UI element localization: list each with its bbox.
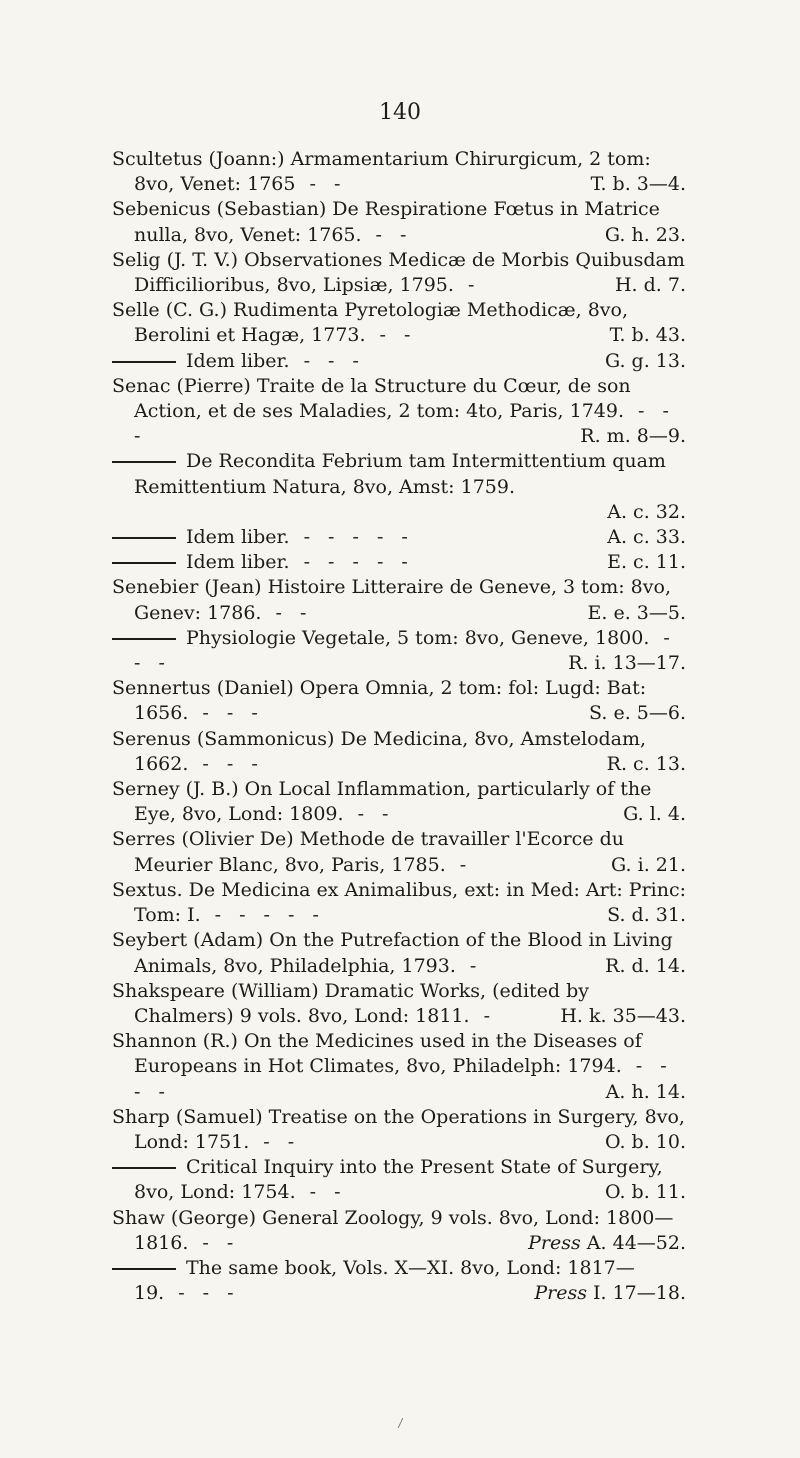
entry-leaders: -	[483, 1004, 496, 1027]
catalogue-entry	[112, 626, 686, 676]
shelf-location: R. c. 13.	[606, 752, 686, 775]
ditto-dash	[112, 361, 176, 363]
entry-leaders: - - -	[134, 626, 676, 675]
shelf-location: S. e. 5—6.	[589, 702, 686, 725]
catalogue-entry	[112, 575, 686, 625]
shelf-location: A. h. 14.	[605, 1080, 686, 1103]
ditto-dash	[112, 638, 176, 640]
entry-leaders: - - -	[202, 702, 264, 725]
shelf-location: G. h. 23.	[604, 223, 686, 246]
catalogue-entry	[112, 525, 686, 550]
shelf-location: G. i. 21.	[611, 853, 686, 876]
catalogue-entry	[112, 878, 686, 928]
catalogue-entry	[112, 197, 686, 247]
shelf-location: O. b. 10.	[604, 1130, 686, 1153]
entry-leaders: - - - -	[134, 1055, 673, 1103]
entry-title: De Recondita Febrium tam Intermittentium quam Remittentium Natura, 8vo, Amst: 1759.	[134, 450, 666, 498]
entry-leaders: - - - - -	[214, 904, 325, 927]
entry-title: Sennertus (Daniel) Opera Omnia, 2 tom: fol: Lugd: Bat: 1656.	[112, 677, 647, 725]
shelf-location: H. k. 35—43.	[560, 1004, 686, 1027]
shelf-location: G. g. 13.	[604, 349, 686, 372]
catalogue-entry	[112, 928, 686, 978]
entry-title: Seybert (Adam) On the Putrefaction of the Blood in Living Animals, 8vo, Philadelphia, 1793.	[112, 929, 673, 977]
catalogue-entry	[112, 147, 686, 197]
catalogue-entry	[112, 449, 686, 525]
shelf-location: S. d. 31.	[607, 904, 686, 927]
shelf-location: T. b. 43.	[609, 324, 686, 347]
entry-title: Sextus. De Medicina ex Animalibus, ext: in Med: Art: Princ: Tom: I.	[112, 878, 687, 927]
shelf-location: R. m. 8—9.	[580, 425, 686, 448]
entry-leaders: - - - - -	[303, 526, 414, 549]
shelf-location: E. e. 3—5.	[587, 601, 686, 624]
catalogue-entry	[112, 676, 686, 726]
entry-title: Idem liber.	[186, 551, 290, 574]
catalogue-entry	[112, 979, 686, 1029]
entry-leaders: - -	[379, 324, 417, 347]
shelf-location: R. d. 14.	[605, 954, 686, 977]
entry-leaders: - -	[309, 173, 347, 196]
catalogue-entry	[112, 827, 686, 877]
entry-leaders: - - -	[303, 349, 365, 372]
entry-leaders: - -	[202, 1231, 240, 1254]
catalogue-entry	[112, 374, 686, 450]
entry-title: Shannon (R.) On the Medicines used in the Diseases of Europeans in Hot Climates, 8vo, Philadelph: 1794.	[112, 1030, 642, 1078]
catalogue-entry	[112, 550, 686, 575]
entry-title: Senac (Pierre) Traite de la Structure du Cœur, de son Action, et de ses Maladies, 2 tom: 4to, Paris, 1749.	[112, 374, 631, 423]
catalogue-entry	[112, 1206, 686, 1256]
entry-title: Scultetus (Joann:) Armamentarium Chirurgicum, 2 tom: 8vo, Venet: 1765	[112, 148, 651, 196]
shelf-location: A. c. 33.	[607, 526, 686, 549]
entry-title: Selig (J. T. V.) Observationes Medicæ de Morbis Quibusdam Difficilioribus, 8vo, Lipsiæ, 1795.	[112, 248, 685, 297]
entry-title: Serenus (Sammonicus) De Medicina, 8vo, Amstelodam, 1662.	[112, 727, 647, 775]
entry-leaders: - -	[263, 1130, 301, 1153]
entry-title: Serney (J. B.) On Local Inflammation, particularly of the Eye, 8vo, Lond: 1809.	[112, 778, 652, 826]
entry-title: Shaw (George) General Zoology, 9 vols. 8vo, Lond: 1800—1816.	[112, 1206, 674, 1254]
entry-title: Sharp (Samuel) Treatise on the Operations in Surgery, 8vo, Lond: 1751.	[112, 1105, 685, 1153]
entry-title: Idem liber.	[186, 526, 290, 549]
entry-leaders: -	[469, 954, 483, 977]
entry-title: Physiologie Vegetale, 5 tom: 8vo, Geneve, 1800.	[186, 626, 650, 649]
ditto-dash	[112, 537, 176, 539]
catalogue-entry	[112, 777, 686, 827]
page-mark	[398, 1418, 412, 1428]
entry-title: Sebenicus (Sebastian) De Respiratione Fœtus in Matrice nulla, 8vo, Venet: 1765.	[112, 198, 660, 246]
catalogue-entry	[112, 298, 686, 348]
entry-leaders: - - -	[178, 1282, 240, 1305]
shelf-location: H. d. 7.	[614, 274, 686, 297]
shelf-location: A. c. 32.	[607, 500, 686, 523]
catalogue-entry	[112, 1256, 686, 1306]
page-number: 140	[379, 100, 421, 125]
entry-leaders: - -	[275, 601, 313, 624]
catalogue-entry	[112, 1029, 686, 1105]
catalogue-entries	[0, 147, 800, 1306]
shelf-location: T. b. 3—4.	[590, 173, 686, 196]
shelf-location: Press A. 44—52.	[528, 1231, 686, 1254]
catalogue-entry	[112, 1105, 686, 1155]
shelf-location: O. b. 11.	[604, 1181, 686, 1204]
catalogue-entry	[112, 727, 686, 777]
entry-title: Senebier (Jean) Histoire Litteraire de Geneve, 3 tom: 8vo, Genev: 1786.	[112, 576, 671, 624]
shelf-location: G. l. 4.	[623, 803, 686, 826]
entry-title: The same book, Vols. X—XI. 8vo, Lond: 1817—19.	[134, 1256, 635, 1305]
ditto-dash	[112, 562, 176, 564]
entry-title: Shakspeare (William) Dramatic Works, (edited by Chalmers) 9 vols. 8vo, Lond: 1811.	[112, 979, 590, 1027]
entry-leaders: - - - - -	[303, 551, 414, 574]
shelf-location: Press I. 17—18.	[534, 1282, 686, 1305]
entry-leaders: - -	[375, 223, 413, 246]
entry-title: Serres (Olivier De) Methode de travailler l'Ecorce du Meurier Blanc, 8vo, Paris, 1785.	[112, 828, 624, 876]
catalogue-entry	[112, 1155, 686, 1205]
entry-leaders: - - -	[202, 752, 264, 775]
entry-leaders: - -	[309, 1181, 347, 1204]
entry-title: Idem liber.	[186, 349, 290, 372]
ditto-dash	[112, 1268, 176, 1270]
catalogue-entry	[112, 349, 686, 374]
catalogue-entry	[112, 248, 686, 298]
shelf-location: R. i. 13—17.	[568, 652, 686, 675]
entry-leaders: - - -	[134, 400, 675, 448]
entry-leaders: -	[467, 274, 481, 297]
ditto-dash	[112, 1167, 176, 1169]
entry-leaders: -	[459, 853, 473, 876]
ditto-dash	[112, 461, 176, 463]
entry-title: Critical Inquiry into the Present State of Surgery, 8vo, Lond: 1754.	[134, 1156, 663, 1204]
shelf-location: E. c. 11.	[607, 551, 686, 574]
entry-title: Selle (C. G.) Rudimenta Pyretologiæ Methodicæ, 8vo, Berolini et Hagæ, 1773.	[112, 299, 629, 347]
entry-leaders: - -	[357, 803, 395, 826]
